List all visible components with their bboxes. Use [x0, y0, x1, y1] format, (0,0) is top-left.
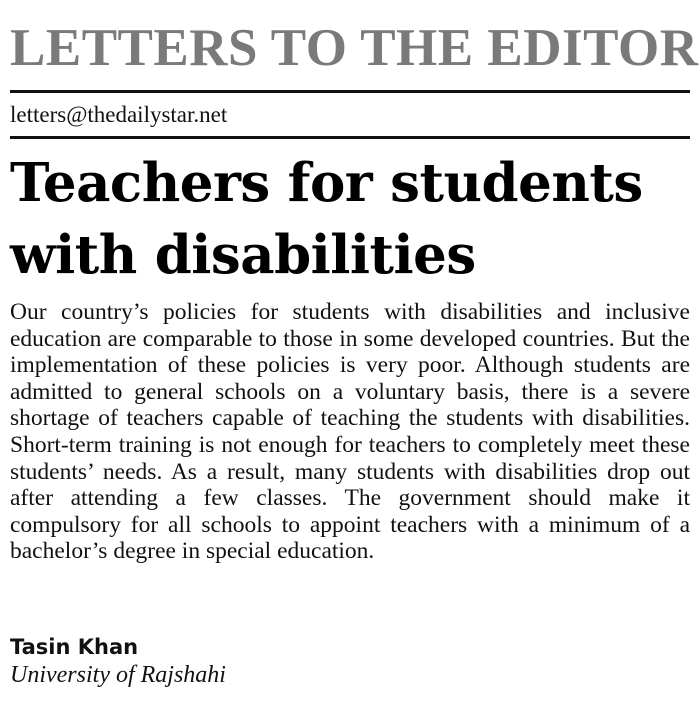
section-title: LETTERS TO THE EDITOR: [10, 19, 699, 77]
author-name: Tasin Khan: [10, 635, 139, 659]
top-divider: [10, 90, 690, 93]
letter-headline: Teachers for students with disabilities: [10, 152, 643, 286]
letter-body: Our country’s policies for students with disabilities and inclusive education are comparable to those in some developed countries. But the implementation of these policies is very poor. Although students are admitted to general schools on a voluntary basis, there is a severe shortage of teachers capable of teaching the students with disabilities. Short-term training is not enough for teachers to completely meet these students’ needs. As a result, many students with disabilities drop out after attending a few classes. The government should make it compulsory for all schools to appoint teachers with a minimum of a bachelor’s degree in special education.: [10, 299, 690, 565]
author-affiliation: University of Rajshahi: [10, 662, 226, 688]
bottom-divider: [10, 136, 690, 139]
editor-email: letters@thedailystar.net: [10, 102, 228, 127]
